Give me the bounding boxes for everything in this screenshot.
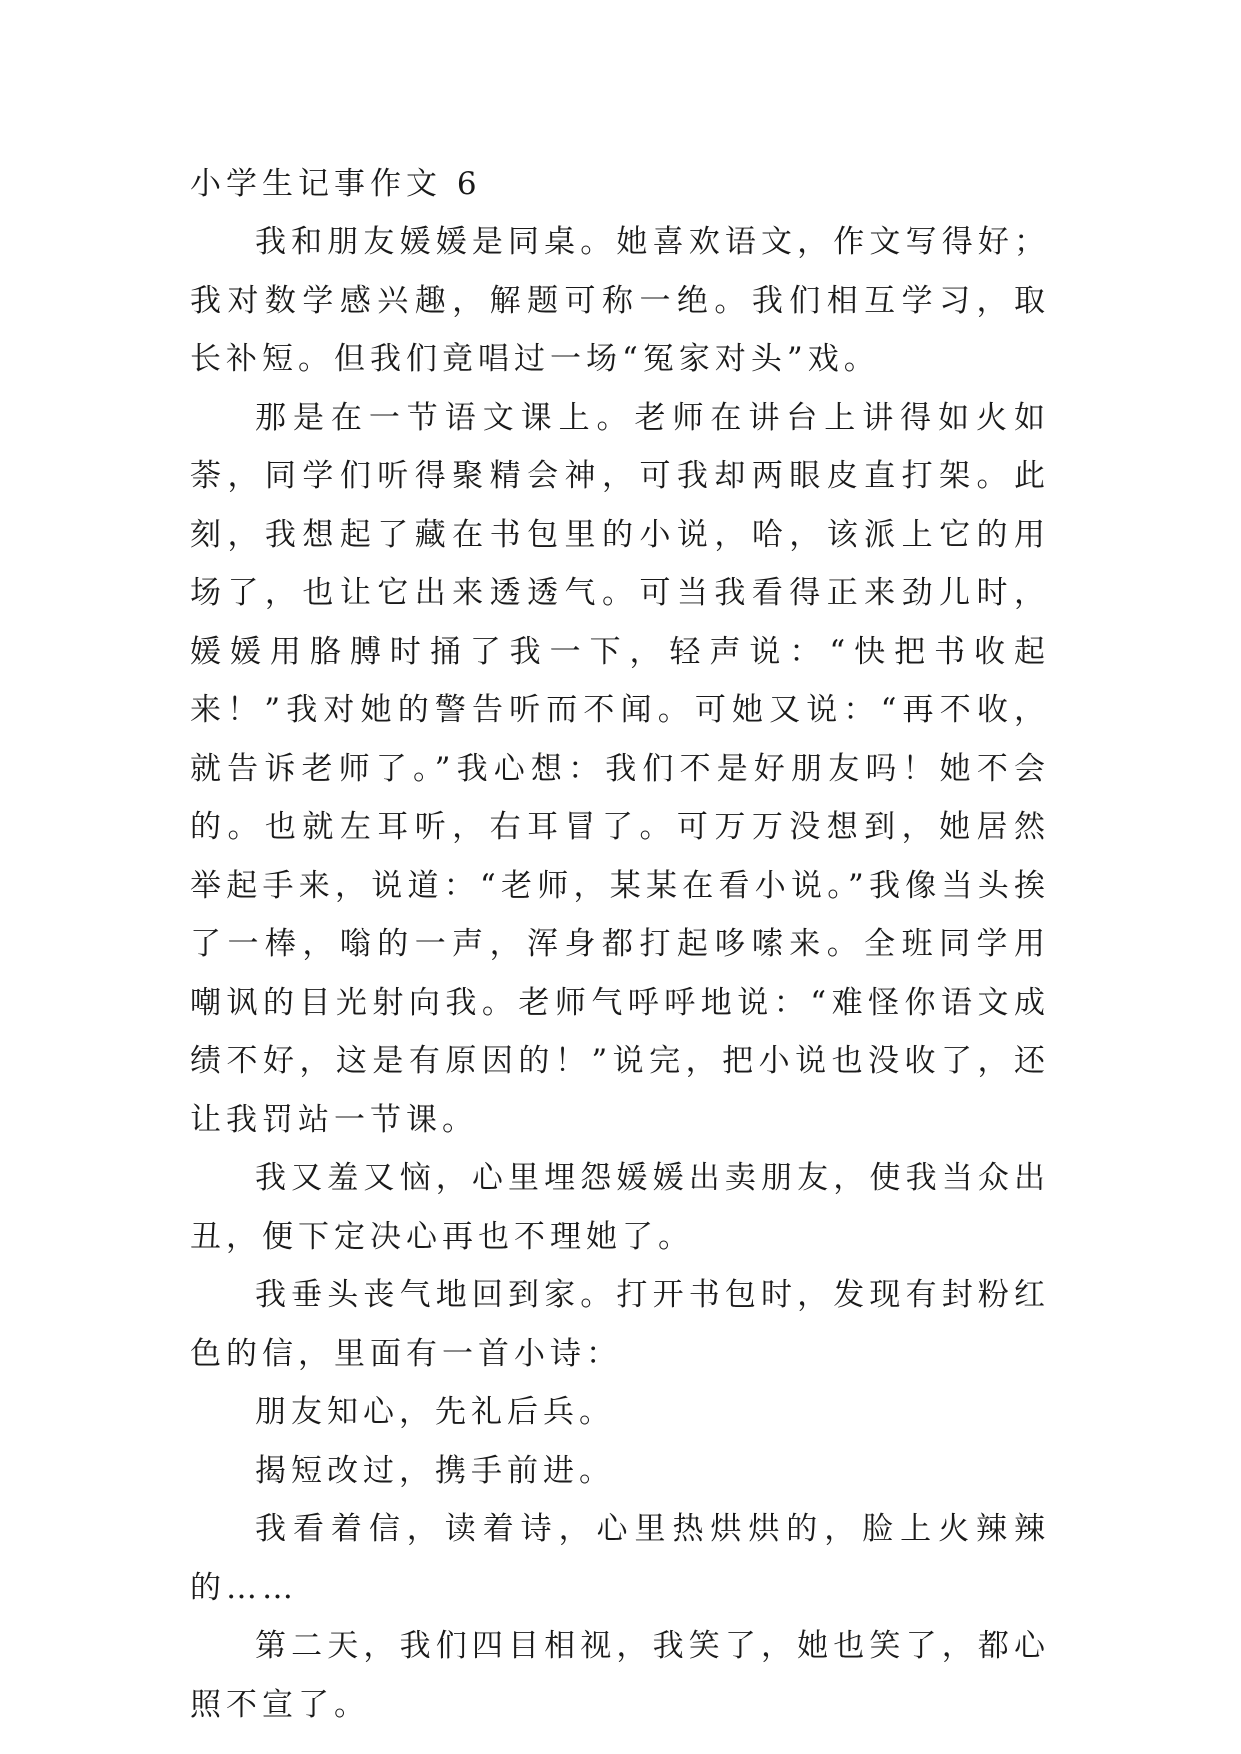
paragraph-4: 我垂头丧气地回到家。打开书包时，发现有封粉红色的信，里面有一首小诗： [190, 1277, 1050, 1372]
paragraph-2: 那是在一节语文课上。老师在讲台上讲得如火如荼，同学们听得聚精会神，可我却两眼皮直打架。此刻，我想起了藏在书包里的小说，哈，该派上它的用场了，也让它出来透透气。可当我看得正来劲儿时，媛媛用胳膊时捅了我一下，轻声说：“快把书收起来！”我对她的警告听而不闻。可她又说：“再不收，就告诉老师了。”我心想：我们不是好朋友吗！她不会的。也就左耳听，右耳冒了。可万万没想到，她居然举起手来，说道：“老师，某某在看小说。”我像当头挨了一棒，嗡的一声，浑身都打起哆嗦来。全班同学用嘲讽的目光射向我。老师气呼呼地说：“难怪你语文成绩不好，这是有原因的！”说完，把小说也没收了，还让我罚站一节课。 [190, 399, 1050, 1138]
poem-line-1: 朋友知心，先礼后兵。 [255, 1394, 615, 1430]
paragraph-1: 我和朋友媛媛是同桌。她喜欢语文，作文写得好；我对数学感兴趣，解题可称一绝。我们相互学习，取长补短。但我们竟唱过一场“冤家对头”戏。 [190, 224, 1050, 377]
paragraph-5: 我看着信，读着诗，心里热烘烘的，脸上火辣辣的…… [190, 1511, 1050, 1606]
poem-line-2: 揭短改过，携手前进。 [255, 1452, 615, 1489]
paragraph-6: 第二天，我们四目相视，我笑了，她也笑了，都心照不宣了。 [190, 1628, 1050, 1723]
essay-title: 小学生记事作文 6 [190, 166, 482, 202]
paragraph-3: 我又羞又恼，心里埋怨媛媛出卖朋友，使我当众出丑，便下定决心再也不理她了。 [190, 1160, 1050, 1255]
essay-body [190, 155, 1050, 1734]
